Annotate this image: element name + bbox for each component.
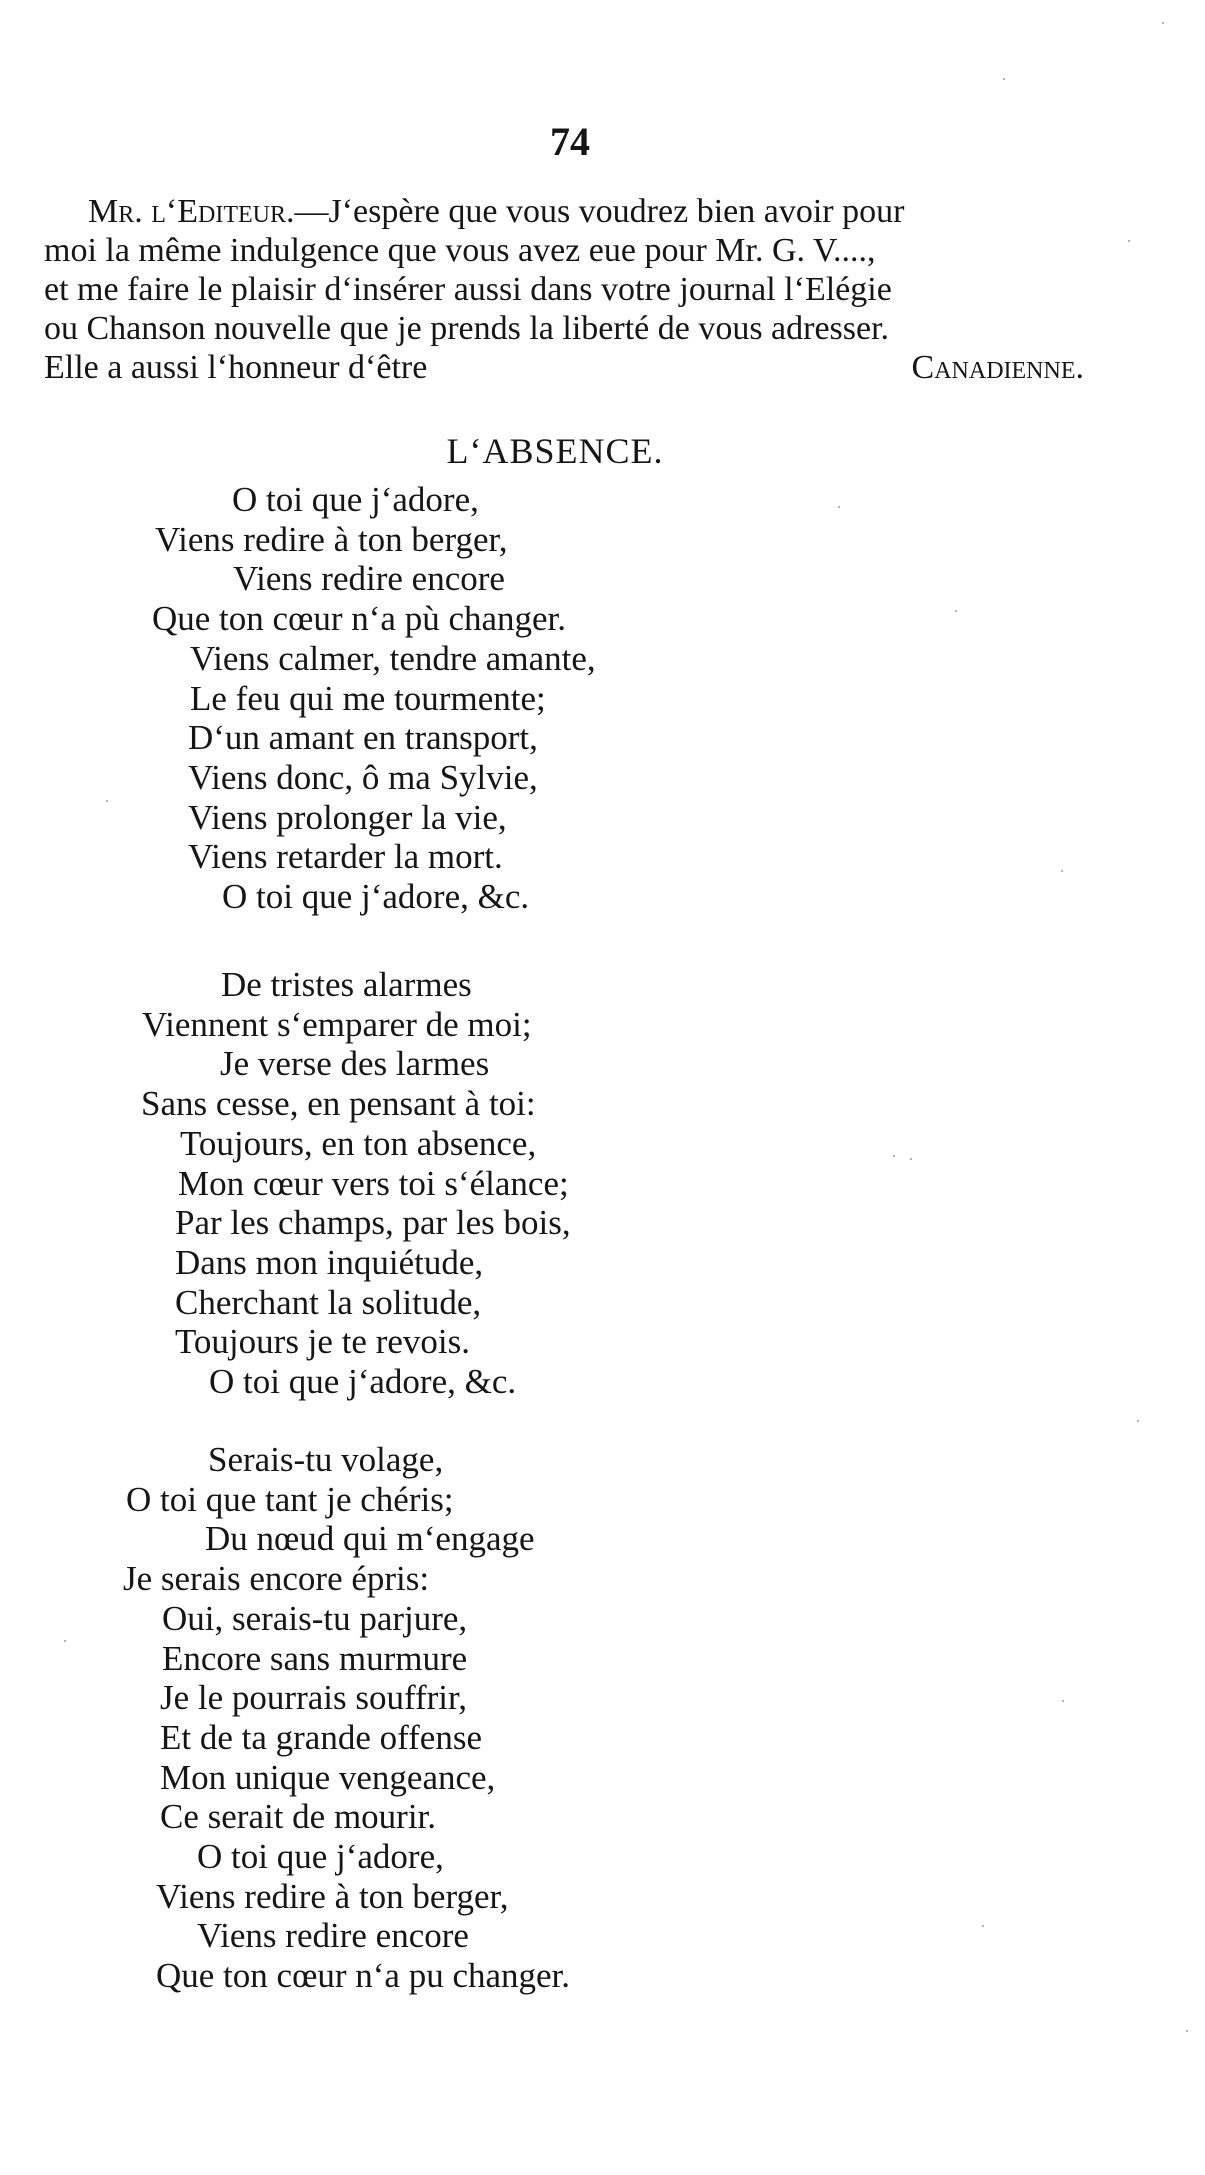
verse-line: Je serais encore épris:: [123, 1559, 430, 1599]
verse-line: D‘un amant en transport,: [188, 718, 538, 758]
verse-line: Que ton cœur n‘a pu changer.: [156, 1956, 571, 1996]
letter-line: ou Chanson nouvelle que je prends la liberté de vous adresser.: [44, 310, 890, 347]
verse-line: Par les champs, par les bois,: [175, 1203, 571, 1243]
verse-line: Viens donc, ô ma Sylvie,: [188, 757, 538, 797]
verse-line: De tristes alarmes: [221, 965, 472, 1004]
verse-line: Mon unique vengeance,: [160, 1757, 496, 1797]
verse-line: O toi que tant je chéris;: [126, 1479, 454, 1519]
verse-line: Que ton cœur n‘a pù changer.: [152, 599, 567, 639]
verse-line: Viens redire à ton berger,: [156, 1876, 509, 1916]
verse-line: Toujours je te revois.: [175, 1322, 470, 1362]
letter-closing-line: [44, 348, 1094, 387]
letter-closing: Elle a aussi l‘honneur d‘être: [44, 349, 428, 386]
verse-refrain: O toi que j‘adore, &c.: [222, 877, 530, 917]
paper-speck: [1003, 78, 1005, 80]
paper-speck: [1062, 1700, 1064, 1702]
verse-line: Viennent s‘emparer de moi;: [142, 1004, 532, 1044]
poem-stanza-2: [0, 965, 571, 1402]
paper-speck: [1128, 240, 1130, 242]
verse-line: Oui, serais-tu parjure,: [162, 1598, 468, 1638]
letter-salutation: Mr. l‘Editeur.: [88, 193, 295, 230]
verse-line: Viens redire encore: [233, 559, 505, 599]
verse-line: Ce serait de mourir.: [160, 1797, 437, 1837]
editor-letter: [44, 192, 1094, 387]
verse-line: Je le pourrais souffrir,: [160, 1678, 468, 1718]
verse-line: Le feu qui me tourmente;: [190, 678, 546, 718]
letter-signature: Canadienne.: [911, 349, 1084, 386]
paper-speck: [1061, 870, 1063, 872]
verse-line: Toujours, en ton absence,: [180, 1123, 537, 1163]
letter-line: et me faire le plaisir d‘insérer aussi dans votre journal l‘Elégie: [44, 271, 892, 308]
verse-refrain: O toi que j‘adore,: [197, 1837, 444, 1877]
letter-line-text: —J‘espère que vous voudrez bien avoir pour: [294, 193, 905, 230]
letter-line: moi la même indulgence que vous avez eue pour Mr. G. V....,: [44, 232, 876, 269]
poem-stanza-1: [0, 480, 596, 917]
verse-line: Viens prolonger la vie,: [188, 797, 507, 837]
verse-line: Je verse des larmes: [220, 1044, 490, 1084]
paper-speck: [1137, 1420, 1139, 1422]
verse-line: Dans mon inquiétude,: [175, 1242, 484, 1282]
verse-line: Sans cesse, en pensant à toi:: [141, 1084, 536, 1124]
paper-speck: [838, 506, 840, 508]
page-number: 74: [550, 119, 590, 164]
verse-line: Cherchant la solitude,: [175, 1282, 482, 1322]
paper-speck: [893, 1155, 895, 1157]
verse-line: Serais-tu volage,: [208, 1440, 444, 1479]
paper-speck: [910, 1158, 912, 1160]
verse-line: O toi que j‘adore,: [232, 480, 479, 519]
letter-line: [44, 192, 1094, 231]
verse-refrain: O toi que j‘adore, &c.: [209, 1362, 517, 1402]
verse-line: Viens calmer, tendre amante,: [190, 638, 596, 678]
paper-speck: [1162, 22, 1164, 24]
verse-line: Viens redire à ton berger,: [155, 519, 508, 559]
verse-line: Du nœud qui m‘engage: [205, 1519, 535, 1559]
paper-speck: [982, 1925, 984, 1927]
poem-title: L‘ABSENCE.: [446, 431, 664, 471]
poem-stanza-3: [0, 1440, 570, 1996]
paper-speck: [955, 610, 957, 612]
verse-line: Mon cœur vers toi s‘élance;: [178, 1163, 569, 1203]
verse-line: Et de ta grande offense: [160, 1717, 482, 1757]
verse-line: Encore sans murmure: [162, 1638, 468, 1678]
paper-speck: [1186, 2030, 1188, 2032]
verse-line: Viens retarder la mort.: [188, 837, 503, 877]
verse-line: Viens redire encore: [197, 1916, 469, 1956]
